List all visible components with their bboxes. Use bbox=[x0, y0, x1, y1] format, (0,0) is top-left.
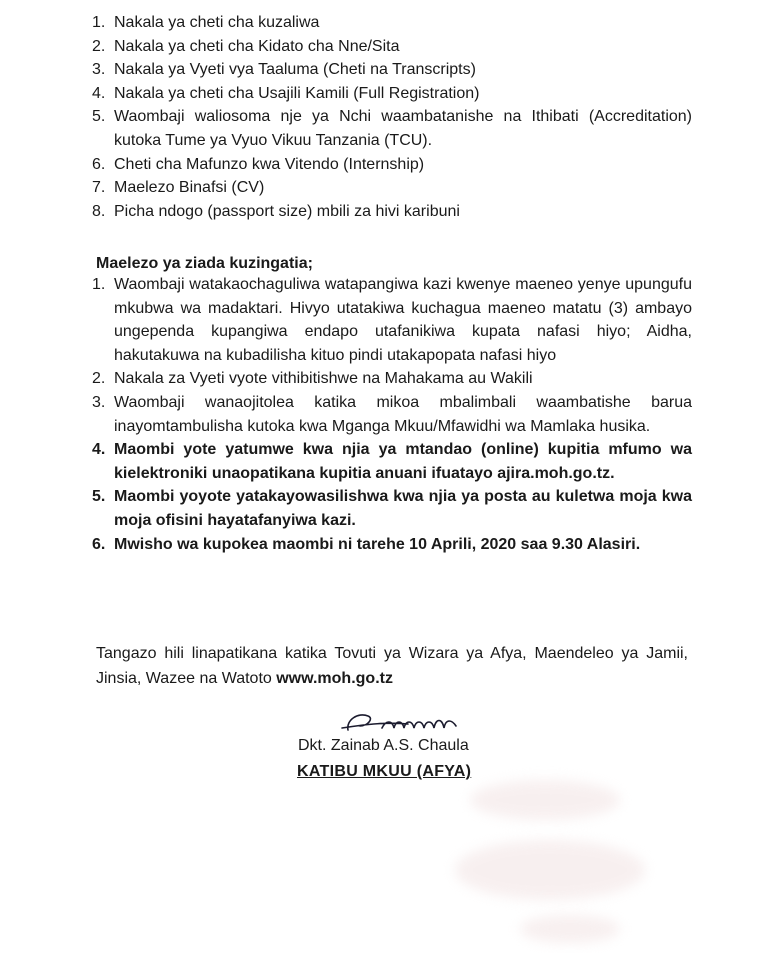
documents-list bbox=[92, 11, 692, 223]
list-item bbox=[92, 438, 692, 485]
list-item bbox=[92, 533, 692, 557]
item-text: Maelezo Binafsi (CV) bbox=[114, 179, 265, 197]
item-number: 4. bbox=[92, 441, 106, 459]
item-number: 3. bbox=[92, 393, 106, 411]
list-item bbox=[92, 58, 692, 82]
list-item bbox=[92, 82, 692, 106]
item-number: 1. bbox=[92, 14, 106, 31]
closing-paragraph bbox=[96, 641, 688, 691]
notes-list bbox=[92, 273, 692, 556]
item-number: 3. bbox=[92, 61, 106, 79]
item-text: Picha ndogo (passport size) mbili za hivi karibuni bbox=[114, 202, 460, 220]
item-text: Maombi yote yatumwe kwa njia ya mtandao (online) kupitia mfumo wa kielektroniki unaopatikana kupitia anuani ifuatayo ajira.moh.go.tz. bbox=[114, 441, 692, 482]
item-number: 8. bbox=[92, 202, 106, 220]
item-number: 1. bbox=[92, 276, 106, 293]
list-item bbox=[92, 176, 692, 200]
signature-image bbox=[294, 706, 524, 766]
list-item bbox=[92, 273, 692, 367]
item-text: Nakala ya Vyeti vya Taaluma (Cheti na Transcripts) bbox=[114, 61, 476, 79]
item-text: Nakala ya cheti cha Usajili Kamili (Full Registration) bbox=[114, 84, 480, 102]
list-item bbox=[92, 153, 692, 177]
faded-stamp-mark bbox=[520, 915, 620, 943]
website-link[interactable]: www.moh.go.tz bbox=[276, 670, 393, 687]
item-text: Cheti cha Mafunzo kwa Vitendo (Internship) bbox=[114, 155, 425, 173]
item-text: Waombaji waliosoma nje ya Nchi waambatanishe na Ithibati (Accreditation) kutoka Tume ya Vyuo Vikuu Tanzania (TCU). bbox=[114, 108, 692, 149]
notes-heading: Maelezo ya ziada kuzingatia; bbox=[96, 255, 313, 272]
item-text: Waombaji watakaochaguliwa watapangiwa kazi kwenye maeneo yenye upungufu mkubwa wa madaktari. Hivyo utatakiwa kuchagua maeneo matatu (3) ambayo ungependa kupangiwa endapo utafanikiwa kupata nafasi hiyo; Aidha, hakutakuwa na kubadilisha kituo pindi utakapopata nafasi hiyo bbox=[114, 276, 692, 364]
item-number: 6. bbox=[92, 535, 106, 553]
closing-text: Tangazo hili linapatikana katika Tovuti ya Wizara ya Afya, Maendeleo ya Jamii, Jinsia, Wazee na Watoto bbox=[96, 645, 688, 687]
faded-stamp-mark bbox=[455, 840, 645, 900]
faded-stamp-mark bbox=[470, 780, 620, 820]
list-item bbox=[92, 391, 692, 438]
signer-title: KATIBU MKUU (AFYA) bbox=[297, 763, 472, 780]
item-text: Mwisho wa kupokea maombi ni tarehe 10 Aprili, 2020 saa 9.30 Alasiri. bbox=[114, 535, 641, 553]
list-item bbox=[92, 200, 692, 224]
item-text: Maombi yoyote yatakayowasilishwa kwa njia ya posta au kuletwa moja kwa moja ofisini hayatafanyiwa kazi. bbox=[114, 488, 692, 529]
item-number: 5. bbox=[92, 108, 106, 126]
item-number: 2. bbox=[92, 370, 106, 388]
list-item bbox=[92, 35, 692, 59]
item-number: 5. bbox=[92, 488, 106, 506]
item-text: Nakala ya cheti cha Kidato cha Nne/Sita bbox=[114, 37, 400, 55]
item-number: 7. bbox=[92, 179, 106, 197]
signature-icon bbox=[338, 706, 478, 740]
signer-name: Dkt. Zainab A.S. Chaula bbox=[298, 737, 469, 754]
list-item bbox=[92, 485, 692, 532]
item-text: Nakala za Vyeti vyote vithibitishwe na Mahakama au Wakili bbox=[114, 370, 533, 388]
list-item bbox=[92, 105, 692, 152]
list-item bbox=[92, 11, 692, 35]
item-number: 4. bbox=[92, 84, 106, 102]
item-number: 6. bbox=[92, 155, 106, 173]
item-text: Nakala ya cheti cha kuzaliwa bbox=[114, 14, 320, 31]
item-text: Waombaji wanaojitolea katika mikoa mbalimbali waambatishe barua inayomtambulisha kutoka kwa Mganga Mkuu/Mfawidhi wa Mamlaka husika. bbox=[114, 393, 692, 435]
list-item bbox=[92, 367, 692, 391]
item-number: 2. bbox=[92, 37, 106, 55]
